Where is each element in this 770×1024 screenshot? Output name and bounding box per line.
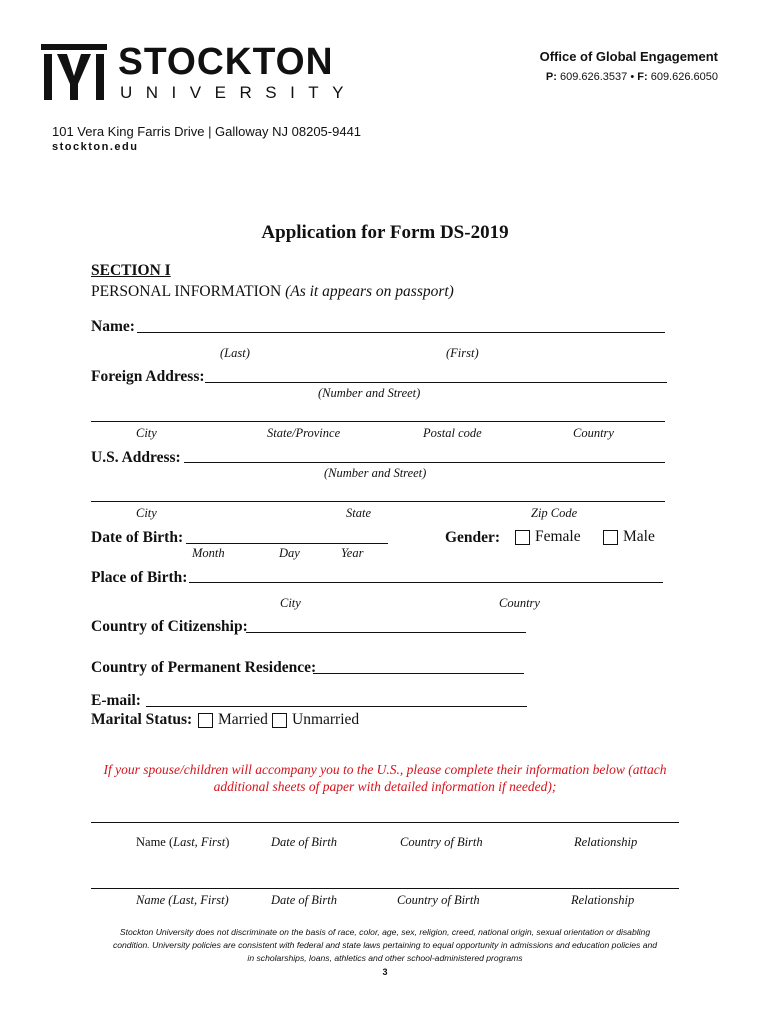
university-website[interactable]: stockton.edu bbox=[52, 141, 139, 153]
us-city-hint: City bbox=[136, 506, 157, 520]
section-subtitle-note: (As it appears on passport) bbox=[285, 283, 454, 300]
marital-status-label: Marital Status: bbox=[91, 711, 193, 728]
male-option-label: Male bbox=[623, 528, 655, 545]
last-name-hint: (Last) bbox=[220, 346, 250, 360]
dependent-2-name-hint: Name (Last, First) bbox=[136, 893, 229, 907]
dob-year-hint: Year bbox=[341, 546, 364, 560]
foreign-postal-hint: Postal code bbox=[423, 426, 482, 440]
dependent-2-field[interactable] bbox=[91, 888, 679, 889]
dependent-1-cob-hint: Country of Birth bbox=[400, 835, 483, 849]
email-field[interactable] bbox=[146, 706, 527, 707]
dob-label: Date of Birth: bbox=[91, 529, 184, 546]
dependent-1-name-italic: Last, First bbox=[173, 835, 226, 849]
permanent-residence-field[interactable] bbox=[313, 673, 524, 674]
footer-disclaimer-line-1: Stockton University does not discriminate on the basis of race, color, age, sex, religion, creed, national origin, sexual orientation or disabling bbox=[119, 927, 651, 937]
foreign-address-label: Foreign Address: bbox=[91, 368, 205, 385]
dependent-1-relationship-hint: Relationship bbox=[574, 835, 638, 849]
pob-city-hint: City bbox=[280, 596, 301, 610]
dependent-1-name-hint bbox=[136, 835, 229, 850]
footer-disclaimer-line-3: in scholarships, loans, athletics and other school-administered programs bbox=[247, 953, 523, 963]
form-title: Application for Form DS-2019 bbox=[261, 222, 509, 243]
contact-bullet: • bbox=[630, 71, 635, 83]
female-checkbox[interactable] bbox=[515, 530, 530, 545]
email-label: E-mail: bbox=[91, 692, 141, 709]
citizenship-field[interactable] bbox=[246, 632, 526, 633]
female-option-label: Female bbox=[535, 528, 581, 545]
unmarried-option-label: Unmarried bbox=[292, 711, 360, 728]
us-zip-hint: Zip Code bbox=[531, 506, 578, 520]
pob-field[interactable] bbox=[189, 582, 663, 583]
logo-name: STOCKTON bbox=[118, 41, 334, 83]
foreign-street-hint: (Number and Street) bbox=[318, 386, 421, 400]
dependent-1-name-suffix: ) bbox=[225, 835, 230, 849]
male-checkbox[interactable] bbox=[603, 530, 618, 545]
permanent-residence-label: Country of Permanent Residence: bbox=[91, 659, 317, 676]
us-street-hint: (Number and Street) bbox=[324, 466, 427, 480]
university-address: 101 Vera King Farris Drive | Galloway NJ 08205-9441 bbox=[52, 124, 362, 139]
dependent-1-dob-hint: Date of Birth bbox=[271, 835, 337, 849]
section-subtitle-text: PERSONAL INFORMATION bbox=[91, 283, 282, 300]
office-name: Office of Global Engagement bbox=[539, 49, 718, 64]
fax-label: F: bbox=[637, 71, 648, 83]
us-city-line-field[interactable] bbox=[91, 501, 665, 502]
dependent-1-field[interactable] bbox=[91, 822, 679, 823]
dependent-2-relationship-hint: Relationship bbox=[571, 893, 635, 907]
us-street-field[interactable] bbox=[184, 462, 665, 463]
us-address-label: U.S. Address: bbox=[91, 449, 181, 466]
fax-number: 609.626.6050 bbox=[650, 71, 718, 83]
footer-disclaimer-line-2: condition. University policies are consistent with federal and state laws pertaining to equal opportunity in admissions and education policies and bbox=[112, 940, 658, 950]
pob-label: Place of Birth: bbox=[91, 569, 188, 586]
phone-number: 609.626.3537 bbox=[559, 71, 628, 83]
section-heading: SECTION I bbox=[91, 262, 171, 279]
foreign-city-line-field[interactable] bbox=[91, 421, 665, 422]
dependents-note-line-1: If your spouse/children will accompany you to the U.S., please complete their information below (attach bbox=[103, 762, 667, 777]
first-name-hint: (First) bbox=[446, 346, 479, 360]
married-option-label: Married bbox=[218, 711, 268, 728]
foreign-state-hint: State/Province bbox=[267, 426, 341, 440]
gender-label: Gender: bbox=[445, 529, 501, 546]
dependents-note-line-2: additional sheets of paper with detailed information if needed); bbox=[213, 779, 557, 794]
dob-day-hint: Day bbox=[279, 546, 300, 560]
office-contact bbox=[546, 71, 718, 83]
unmarried-checkbox[interactable] bbox=[272, 713, 287, 728]
name-field[interactable] bbox=[137, 332, 665, 333]
foreign-city-hint: City bbox=[136, 426, 157, 440]
pob-country-hint: Country bbox=[499, 596, 540, 610]
name-label: Name: bbox=[91, 318, 135, 335]
dob-month-hint: Month bbox=[192, 546, 225, 560]
married-checkbox[interactable] bbox=[198, 713, 213, 728]
phone-label: P: bbox=[545, 71, 557, 83]
us-state-hint: State bbox=[346, 506, 371, 520]
logo-subtitle: UNIVERSITY bbox=[120, 83, 358, 102]
dependent-2-dob-hint: Date of Birth bbox=[271, 893, 337, 907]
section-subtitle bbox=[91, 283, 454, 301]
dob-field[interactable] bbox=[186, 543, 388, 544]
logo-mark-icon bbox=[41, 44, 107, 102]
foreign-street-field[interactable] bbox=[205, 382, 667, 383]
page-number: 3 bbox=[382, 967, 388, 977]
foreign-country-hint: Country bbox=[573, 426, 614, 440]
citizenship-label: Country of Citizenship: bbox=[91, 618, 248, 635]
dependent-2-cob-hint: Country of Birth bbox=[397, 893, 480, 907]
dependent-1-name-prefix: Name ( bbox=[136, 835, 174, 849]
